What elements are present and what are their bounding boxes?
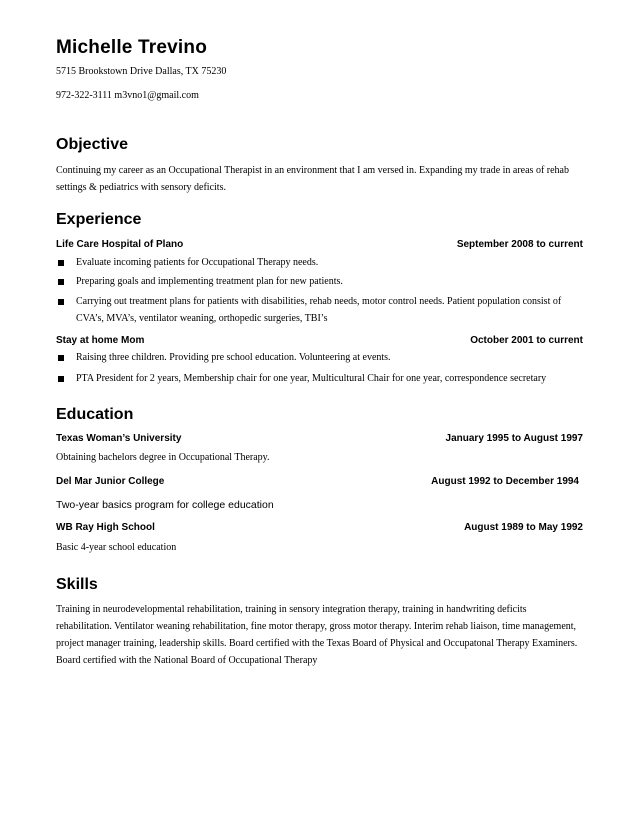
experience-heading: Experience — [56, 211, 142, 228]
job-bullet: Carrying out treatment plans for patients with disabilities, rehab needs, motor control needs. Patient population consist of CVA’s, MVA’s, ventilator weaning, orthopedic surgeries, TBI’s — [76, 296, 562, 324]
bullet-marker — [58, 376, 64, 382]
address: 5715 Brookstown Drive Dallas, TX 75230 — [56, 66, 227, 77]
school-dates: August 1992 to December 1994 — [431, 476, 579, 487]
bullet-marker — [58, 355, 64, 361]
resume-name: Michelle Trevino — [56, 37, 208, 58]
bullet-marker — [58, 279, 64, 285]
skills-text: Training in neurodevelopmental rehabilitation, training in sensory integration therapy, training in handwriting deficits rehabilitation. Ventilator weaning rehabilitation, fine motor therapy, gross motor therapy. Interim rehab liaison, time management, project manager training, leadership skills. Board certified with the Texas Board of Physical and Occupatonal Therapy Examiners. Board certified with the National Board of Occupational Therapy — [56, 604, 578, 666]
job-bullet: PTA President for 2 years, Membership chair for one year, Multicultural Chair for one year, correspondence secretary — [76, 373, 547, 384]
education-heading: Education — [56, 406, 134, 423]
job-bullet: Raising three children. Providing pre school education. Volunteering at events. — [76, 352, 391, 363]
bullet-marker — [58, 299, 64, 305]
job-employer: Stay at home Mom — [56, 335, 145, 346]
phone-email: 972-322-3111 m3vno1@gmail.com — [56, 90, 199, 101]
job-dates: October 2001 to current — [470, 335, 583, 346]
skills-heading: Skills — [56, 576, 98, 593]
school-name: Del Mar Junior College — [56, 476, 165, 487]
school-description: Obtaining bachelors degree in Occupational Therapy. — [56, 452, 270, 463]
job-bullet: Evaluate incoming patients for Occupational Therapy needs. — [76, 257, 319, 268]
school-dates: August 1989 to May 1992 — [464, 522, 583, 533]
school-name: Texas Woman’s University — [56, 433, 182, 444]
objective-heading: Objective — [56, 136, 129, 153]
job-dates: September 2008 to current — [456, 239, 583, 250]
job-employer: Life Care Hospital of Plano — [56, 239, 184, 250]
objective-text: Continuing my career as an Occupational Therapist in an environment that I am versed in. Expanding my trade in areas of rehab settings & pediatrics with sensory deficits. — [56, 165, 569, 193]
school-name: WB Ray High School — [56, 522, 155, 533]
school-dates: January 1995 to August 1997 — [445, 433, 583, 444]
school-description: Basic 4-year school education — [56, 542, 177, 553]
job-bullet: Preparing goals and implementing treatment plan for new patients. — [76, 276, 343, 287]
bullet-marker — [58, 260, 64, 266]
school-description: Two-year basics program for college education — [56, 499, 274, 511]
